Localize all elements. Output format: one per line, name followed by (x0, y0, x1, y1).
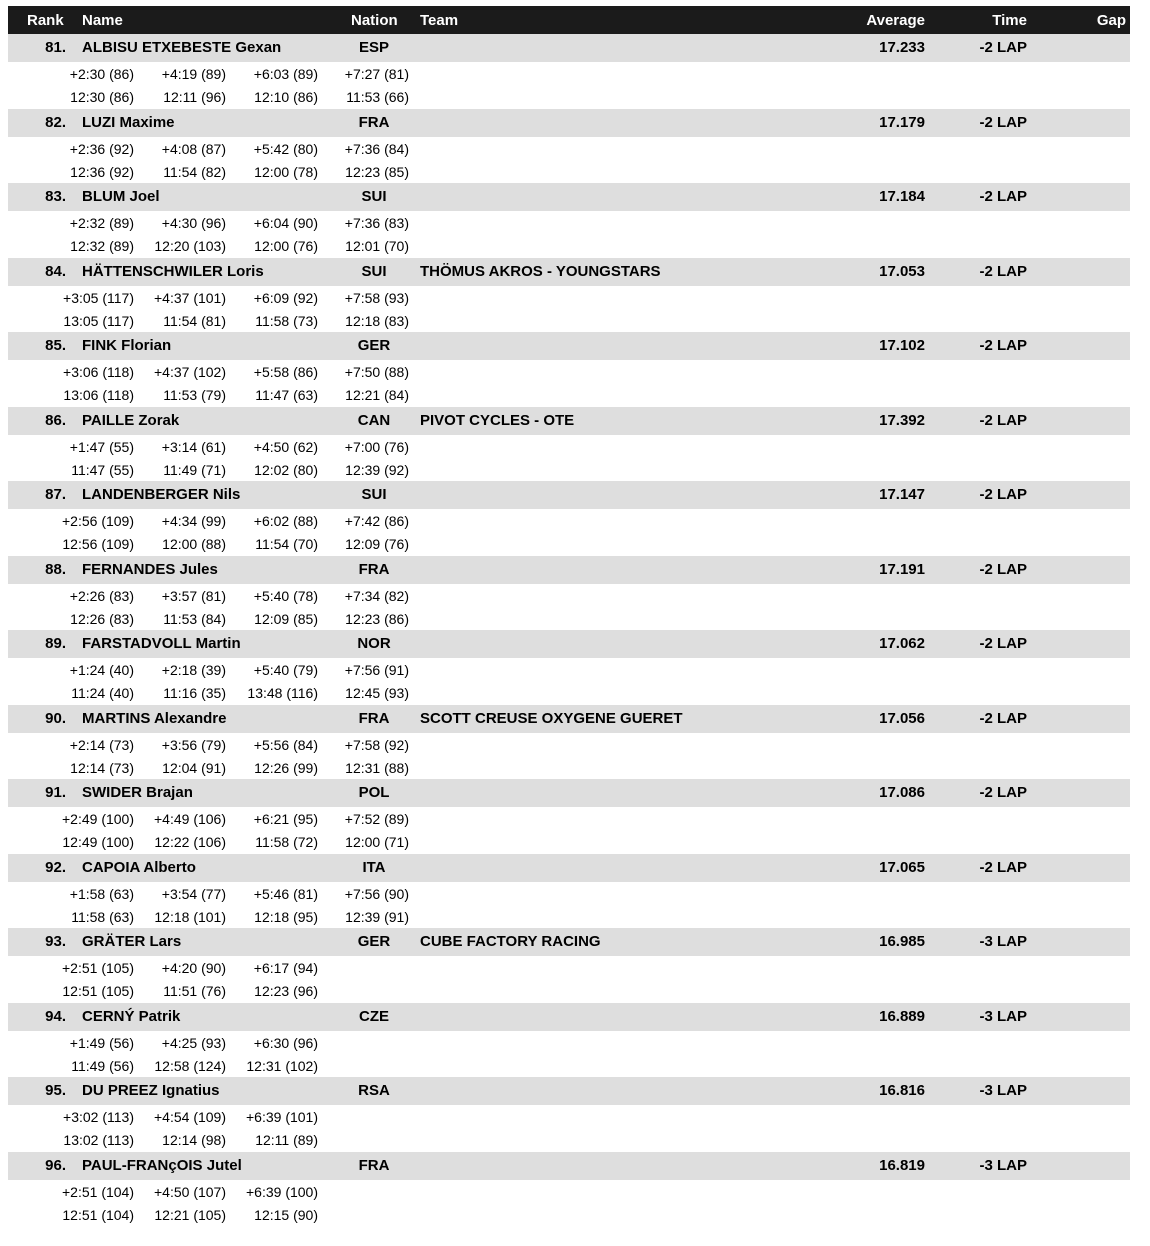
lap-split-cell: +5:58 (86) (253, 364, 318, 380)
lap-split-cell: 11:47 (55) (71, 461, 134, 478)
lap-split-cell: +2:18 (39) (161, 662, 226, 678)
rider-entry (8, 1003, 1130, 1078)
name-cell: ALBISU ETXEBESTE Gexan (82, 39, 282, 56)
rider-entry (8, 183, 1130, 258)
lap-split-cell: 12:39 (91) (345, 908, 409, 925)
nation-cell: ITA (362, 858, 386, 876)
lap-split-cell: +6:39 (101) (246, 1109, 318, 1125)
name-cell: GRÄTER Lars (82, 933, 182, 950)
average-cell: 17.056 (879, 709, 925, 727)
nation-cell: FRA (358, 113, 390, 131)
lap-split-cell: 12:11 (89) (255, 1132, 318, 1148)
lap-split-cell: 12:23 (86) (345, 610, 409, 627)
lap-row (8, 160, 1130, 183)
rider-entry (8, 630, 1130, 705)
lap-row (8, 882, 1130, 905)
average-cell: 17.147 (879, 486, 925, 503)
lap-split-cell: +6:39 (100) (246, 1183, 318, 1200)
rank-cell: 87. (45, 486, 66, 503)
lap-row (8, 509, 1130, 532)
lap-split-cell: +3:02 (113) (63, 1109, 134, 1125)
name-cell: HÄTTENSCHWILER Loris (82, 262, 264, 280)
lap-split-cell: 12:18 (83) (345, 312, 409, 329)
name-cell: SWIDER Brajan (82, 784, 193, 801)
lap-split-cell: +2:30 (86) (69, 66, 134, 82)
lap-split-cell: +6:09 (92) (253, 289, 318, 306)
lap-row (8, 1128, 1130, 1151)
lap-split-cell: +4:25 (93) (161, 1034, 226, 1051)
table-row (8, 258, 1130, 286)
lap-row (8, 62, 1130, 85)
lap-split-cell: +3:05 (117) (63, 289, 134, 306)
lap-split-cell: +7:36 (83) (344, 215, 409, 231)
header-rank: Rank (27, 12, 64, 29)
nation-cell: POL (358, 784, 390, 801)
lap-split-cell: +4:19 (89) (161, 66, 226, 82)
rank-cell: 89. (45, 635, 66, 652)
lap-split-cell: 11:47 (63) (255, 387, 318, 403)
lap-split-cell: +7:36 (84) (344, 140, 409, 157)
lap-split-cell: 11:54 (81) (163, 312, 226, 329)
rider-entry (8, 705, 1130, 780)
average-cell: 16.889 (879, 1007, 925, 1025)
table-row (8, 928, 1130, 956)
rider-entry (8, 109, 1130, 184)
nation-cell: SUI (361, 188, 387, 205)
table-row (8, 854, 1130, 882)
lap-split-cell: 12:51 (104) (62, 1206, 134, 1223)
lap-split-cell: 12:21 (84) (345, 387, 409, 403)
lap-split-cell: 12:10 (86) (254, 89, 318, 105)
lap-split-cell: 12:04 (91) (162, 759, 226, 776)
name-cell: BLUM Joel (82, 188, 160, 205)
lap-split-cell: 12:30 (86) (70, 89, 134, 105)
rank-cell: 81. (45, 39, 66, 56)
time-cell: -3 LAP (979, 1082, 1027, 1099)
lap-split-cell: 12:18 (95) (254, 908, 318, 925)
lap-split-cell: 11:54 (82) (163, 163, 226, 180)
name-cell: MARTINS Alexandre (82, 709, 227, 727)
lap-split-cell: 12:32 (89) (70, 238, 134, 254)
lap-split-cell: +4:08 (87) (161, 140, 226, 157)
average-cell: 17.184 (879, 188, 925, 205)
lap-split-cell: 13:48 (116) (247, 685, 318, 701)
lap-split-cell: +7:58 (93) (344, 289, 409, 306)
lap-split-cell: +7:56 (90) (344, 885, 409, 902)
lap-split-cell: 13:02 (113) (63, 1132, 134, 1148)
table-row (8, 779, 1130, 807)
rank-cell: 90. (45, 709, 66, 727)
name-cell: CAPOIA Alberto (82, 858, 196, 876)
lap-split-cell: +7:42 (86) (344, 513, 409, 529)
rank-cell: 83. (45, 188, 66, 205)
lap-row (8, 360, 1130, 383)
nation-cell: FRA (358, 709, 390, 727)
rider-entry (8, 1152, 1130, 1227)
lap-split-cell: 12:00 (76) (254, 238, 318, 254)
average-cell: 17.191 (879, 560, 925, 578)
lap-split-cell: 11:54 (70) (255, 536, 318, 552)
lap-split-cell: +7:27 (81) (344, 66, 409, 82)
lap-split-cell: +4:54 (109) (154, 1109, 226, 1125)
lap-row (8, 211, 1130, 234)
lap-split-cell: 12:49 (100) (62, 834, 134, 850)
lap-row (8, 830, 1130, 853)
lap-split-cell: +4:49 (106) (154, 811, 226, 827)
lap-row (8, 383, 1130, 406)
lap-row (8, 681, 1130, 704)
rank-cell: 93. (45, 933, 66, 950)
lap-row (8, 137, 1130, 160)
rank-cell: 94. (45, 1007, 66, 1025)
lap-split-cell: +2:26 (83) (69, 587, 134, 604)
time-cell: -2 LAP (979, 188, 1027, 205)
lap-split-cell: 12:14 (73) (70, 759, 134, 776)
average-cell: 17.065 (879, 858, 925, 876)
table-row (8, 34, 1130, 62)
time-cell: -2 LAP (979, 411, 1027, 429)
average-cell: 17.062 (879, 635, 925, 652)
rider-entry (8, 34, 1130, 109)
lap-split-cell: +2:51 (104) (62, 1183, 134, 1200)
lap-split-cell: 11:51 (76) (163, 983, 226, 999)
lap-split-cell: 12:00 (88) (162, 536, 226, 552)
lap-split-cell: +2:51 (105) (62, 960, 134, 976)
average-cell: 17.179 (879, 113, 925, 131)
lap-split-cell: 12:14 (98) (162, 1132, 226, 1148)
lap-split-cell: 12:51 (105) (62, 983, 134, 999)
time-cell: -2 LAP (979, 486, 1027, 503)
lap-row (8, 286, 1130, 309)
team-cell: CUBE FACTORY RACING (420, 933, 601, 950)
lap-row (8, 532, 1130, 555)
lap-row (8, 807, 1130, 830)
lap-split-cell: +3:06 (118) (63, 364, 134, 380)
header-time: Time (992, 12, 1027, 29)
average-cell: 17.086 (879, 784, 925, 801)
header-name: Name (82, 12, 123, 29)
lap-split-cell: +7:00 (76) (344, 438, 409, 455)
lap-split-cell: +4:20 (90) (161, 960, 226, 976)
lap-split-cell: 12:26 (99) (254, 759, 318, 776)
rank-cell: 91. (45, 784, 66, 801)
lap-split-cell: +3:57 (81) (161, 587, 226, 604)
lap-row (8, 1105, 1130, 1128)
rank-cell: 84. (45, 262, 66, 280)
average-cell: 17.102 (879, 337, 925, 354)
lap-split-cell: 13:06 (118) (63, 387, 134, 403)
lap-split-cell: 11:53 (66) (346, 89, 409, 105)
lap-split-cell: +1:58 (63) (69, 885, 134, 902)
lap-split-cell: 12:01 (70) (345, 238, 409, 254)
lap-split-cell: +7:56 (91) (344, 662, 409, 678)
rider-entry (8, 1077, 1130, 1152)
lap-split-cell: +5:40 (78) (253, 587, 318, 604)
lap-split-cell: 12:00 (71) (345, 834, 409, 850)
lap-split-cell: 12:09 (76) (345, 536, 409, 552)
lap-split-cell: +5:40 (79) (253, 662, 318, 678)
rank-cell: 96. (45, 1156, 66, 1174)
lap-split-cell: 12:45 (93) (345, 685, 409, 701)
lap-split-cell: +1:49 (56) (69, 1034, 134, 1051)
name-cell: PAUL-FRANçOIS Jutel (82, 1156, 242, 1174)
lap-split-cell: 12:31 (88) (345, 759, 409, 776)
lap-split-cell: +7:50 (88) (344, 364, 409, 380)
lap-split-cell: 11:16 (35) (163, 685, 226, 701)
time-cell: -2 LAP (979, 560, 1027, 578)
lap-split-cell: 12:00 (78) (254, 163, 318, 180)
lap-split-cell: 11:49 (56) (71, 1057, 134, 1074)
average-cell: 17.392 (879, 411, 925, 429)
lap-split-cell: +2:49 (100) (62, 811, 134, 827)
time-cell: -2 LAP (979, 635, 1027, 652)
nation-cell: GER (357, 337, 391, 354)
lap-split-cell: +5:42 (80) (253, 140, 318, 157)
rider-entry (8, 332, 1130, 407)
table-row (8, 1077, 1130, 1105)
lap-row (8, 756, 1130, 779)
nation-cell: FRA (358, 1156, 390, 1174)
rank-cell: 86. (45, 411, 66, 429)
name-cell: FARSTADVOLL Martin (82, 635, 241, 652)
time-cell: -3 LAP (979, 933, 1027, 950)
lap-row (8, 435, 1130, 458)
table-row (8, 1003, 1130, 1031)
lap-split-cell: +2:56 (109) (62, 513, 134, 529)
table-row (8, 556, 1130, 584)
lap-row (8, 905, 1130, 928)
rank-cell: 92. (45, 858, 66, 876)
name-cell: PAILLE Zorak (82, 411, 180, 429)
lap-split-cell: 11:49 (71) (163, 461, 226, 478)
lap-split-cell: +4:50 (107) (154, 1183, 226, 1200)
lap-split-cell: +4:34 (99) (161, 513, 226, 529)
lap-split-cell: +6:21 (95) (253, 811, 318, 827)
lap-split-cell: +7:34 (82) (344, 587, 409, 604)
time-cell: -3 LAP (979, 1156, 1027, 1174)
lap-split-cell: +5:46 (81) (253, 885, 318, 902)
name-cell: FINK Florian (82, 337, 172, 354)
nation-cell: ESP (358, 39, 389, 56)
lap-split-cell: 11:24 (40) (71, 685, 134, 701)
rider-entry (8, 481, 1130, 556)
nation-cell: SUI (361, 486, 387, 503)
rider-entry (8, 258, 1130, 333)
header-team: Team (420, 12, 459, 29)
time-cell: -2 LAP (979, 113, 1027, 131)
table-row (8, 481, 1130, 509)
lap-split-cell: +7:58 (92) (344, 736, 409, 753)
lap-split-cell: 12:02 (80) (254, 461, 318, 478)
nation-cell: FRA (358, 560, 390, 578)
table-row (8, 109, 1130, 137)
name-cell: LANDENBERGER Nils (82, 486, 241, 503)
lap-split-cell: 12:18 (101) (154, 908, 226, 925)
lap-split-cell: +6:02 (88) (253, 513, 318, 529)
table-row (8, 1152, 1130, 1180)
lap-split-cell: +3:14 (61) (161, 438, 226, 455)
rider-entry (8, 407, 1130, 482)
lap-row (8, 234, 1130, 257)
lap-split-cell: +4:37 (102) (154, 364, 226, 380)
lap-row (8, 658, 1130, 681)
average-cell: 17.053 (879, 262, 925, 280)
rank-cell: 88. (45, 560, 66, 578)
header-gap: Gap (1096, 12, 1126, 29)
lap-split-cell: +2:36 (92) (69, 140, 134, 157)
table-row (8, 630, 1130, 658)
lap-split-cell: +6:30 (96) (253, 1034, 318, 1051)
table-row (8, 705, 1130, 733)
time-cell: -2 LAP (979, 784, 1027, 801)
lap-split-cell: +3:56 (79) (161, 736, 226, 753)
nation-cell: CZE (359, 1007, 389, 1025)
header-nation: Nation (351, 12, 398, 29)
table-row (8, 332, 1130, 360)
nation-cell: SUI (361, 262, 387, 280)
lap-split-cell: 11:58 (63) (71, 908, 134, 925)
lap-row (8, 607, 1130, 630)
time-cell: -2 LAP (979, 858, 1027, 876)
lap-split-cell: 11:53 (79) (163, 387, 226, 403)
time-cell: -2 LAP (979, 262, 1027, 280)
lap-split-cell: 12:39 (92) (345, 461, 409, 478)
lap-row (8, 458, 1130, 481)
average-cell: 16.816 (879, 1082, 925, 1099)
team-cell: SCOTT CREUSE OXYGENE GUERET (420, 709, 683, 727)
lap-split-cell: 12:09 (85) (254, 610, 318, 627)
lap-split-cell: +2:14 (73) (69, 736, 134, 753)
time-cell: -2 LAP (979, 709, 1027, 727)
lap-split-cell: 12:23 (85) (345, 163, 409, 180)
table-header (8, 6, 1130, 34)
time-cell: -2 LAP (979, 337, 1027, 354)
table-row (8, 183, 1130, 211)
lap-split-cell: 12:11 (96) (163, 89, 226, 105)
lap-split-cell: 12:22 (106) (154, 834, 226, 850)
lap-split-cell: 12:58 (124) (154, 1057, 226, 1074)
lap-row (8, 1203, 1130, 1226)
lap-row (8, 584, 1130, 607)
lap-split-cell: +6:04 (90) (253, 215, 318, 231)
results-sheet (8, 6, 1130, 1226)
lap-split-cell: 12:36 (92) (70, 163, 134, 180)
lap-split-cell: +4:37 (101) (154, 289, 226, 306)
lap-split-cell: +1:47 (55) (69, 438, 134, 455)
average-cell: 16.985 (879, 933, 925, 950)
lap-row (8, 85, 1130, 108)
average-cell: 16.819 (879, 1156, 925, 1174)
lap-row (8, 956, 1130, 979)
nation-cell: RSA (358, 1082, 390, 1099)
lap-split-cell: +6:03 (89) (253, 66, 318, 82)
lap-split-cell: 12:26 (83) (70, 610, 134, 627)
lap-row (8, 309, 1130, 332)
lap-split-cell: 11:58 (72) (255, 834, 318, 850)
rank-cell: 95. (45, 1082, 66, 1099)
lap-split-cell: 12:20 (103) (154, 238, 226, 254)
lap-row (8, 1031, 1130, 1054)
lap-split-cell: 13:05 (117) (63, 312, 134, 329)
team-cell: PIVOT CYCLES - OTE (420, 411, 575, 429)
name-cell: CERNÝ Patrik (82, 1007, 181, 1025)
team-cell: THÖMUS AKROS - YOUNGSTARS (420, 262, 661, 280)
name-cell: FERNANDES Jules (82, 560, 218, 578)
table-row (8, 407, 1130, 435)
lap-split-cell: 11:53 (84) (163, 610, 226, 627)
lap-split-cell: 12:15 (90) (254, 1206, 318, 1223)
lap-row (8, 733, 1130, 756)
lap-row (8, 979, 1130, 1002)
results-list (8, 34, 1130, 1226)
lap-row (8, 1054, 1130, 1077)
name-cell: DU PREEZ Ignatius (82, 1082, 220, 1099)
lap-split-cell: +2:32 (89) (69, 215, 134, 231)
time-cell: -3 LAP (979, 1007, 1027, 1025)
rank-cell: 82. (45, 113, 66, 131)
header-average: Average (866, 12, 925, 29)
lap-split-cell: +4:50 (62) (253, 438, 318, 455)
rider-entry (8, 854, 1130, 929)
lap-split-cell: +6:17 (94) (253, 960, 318, 976)
lap-split-cell: +4:30 (96) (161, 215, 226, 231)
lap-split-cell: +5:56 (84) (253, 736, 318, 753)
lap-split-cell: 12:21 (105) (154, 1206, 226, 1223)
lap-split-cell: +1:24 (40) (69, 662, 134, 678)
name-cell: LUZI Maxime (82, 113, 175, 131)
lap-split-cell: +3:54 (77) (161, 885, 226, 902)
lap-split-cell: 12:23 (96) (254, 983, 318, 999)
nation-cell: GER (357, 933, 391, 950)
nation-cell: NOR (357, 635, 391, 652)
lap-split-cell: 12:31 (102) (246, 1057, 318, 1074)
lap-split-cell: 12:56 (109) (62, 536, 134, 552)
lap-split-cell: +7:52 (89) (344, 811, 409, 827)
nation-cell: CAN (357, 411, 391, 429)
average-cell: 17.233 (879, 39, 925, 56)
rank-cell: 85. (45, 337, 66, 354)
rider-entry (8, 779, 1130, 854)
lap-split-cell: 11:58 (73) (255, 312, 318, 329)
time-cell: -2 LAP (979, 39, 1027, 56)
lap-row (8, 1180, 1130, 1203)
rider-entry (8, 556, 1130, 631)
rider-entry (8, 928, 1130, 1003)
